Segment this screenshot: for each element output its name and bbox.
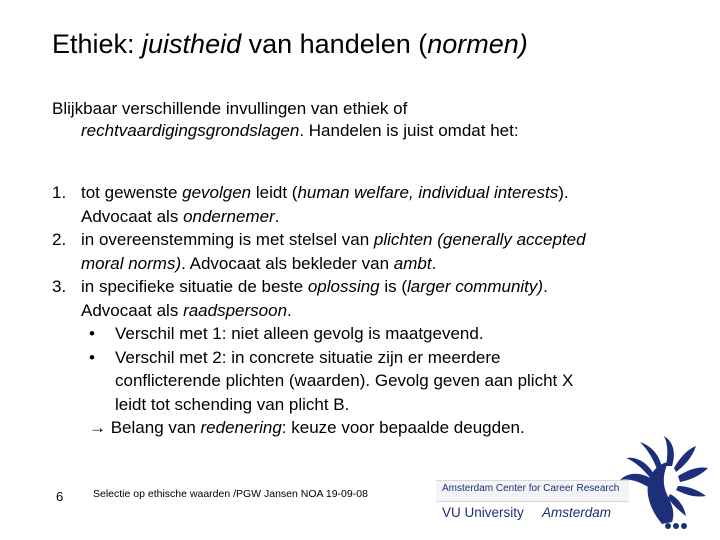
intro-paragraph (52, 98, 682, 142)
right-arrow-icon: → (89, 418, 106, 437)
intro-line-1: Blijkbaar verschillende invullingen van ethiek of (52, 99, 408, 118)
sub-bullet-2: • Verschil met 2: in concrete situatie zijn er meerdere conflicterende plichten (waarden). Gevolg geven aan plicht X leidt tot schending van plicht B. (89, 347, 574, 414)
bullet-icon: • (89, 324, 95, 343)
list-item-3: 3. in specifieke situatie de beste oplossing is (larger community). Advocaat als raadspersoon. (52, 277, 548, 320)
sub-bullet-1: • Verschil met 1: niet alleen gevolg is maatgevend. (52, 322, 692, 346)
slide-title: Ethiek: juistheid van handelen (normen) (52, 29, 528, 59)
list-item-2: 2. in overeenstemming is met stelsel van plichten (generally accepted moral norms). Advocaat als bekleder van ambt. (52, 230, 586, 273)
page-number: 6 (56, 489, 64, 504)
logo-center-name: Amsterdam Center for Career Research (442, 483, 620, 494)
conclusion-line: → Belang van redenering: keuze voor bepaalde deugden. (89, 418, 525, 437)
logo-vu-university: VU University (442, 505, 524, 520)
logo-amsterdam: Amsterdam (542, 505, 612, 520)
numbered-list (52, 181, 692, 440)
footer-text: Selectie op ethische waarden /PGW Jansen NOA 19-09-08 (93, 488, 368, 500)
vu-logo (436, 480, 636, 524)
griffin-logo-icon (612, 432, 712, 532)
list-item-1: 1. tot gewenste gevolgen leidt (human welfare, individual interests). Advocaat als ondernemer. (52, 183, 569, 226)
bullet-icon: • (89, 347, 95, 367)
intro-line-2: rechtvaardigingsgrondslagen. Handelen is juist omdat het: (81, 121, 519, 140)
